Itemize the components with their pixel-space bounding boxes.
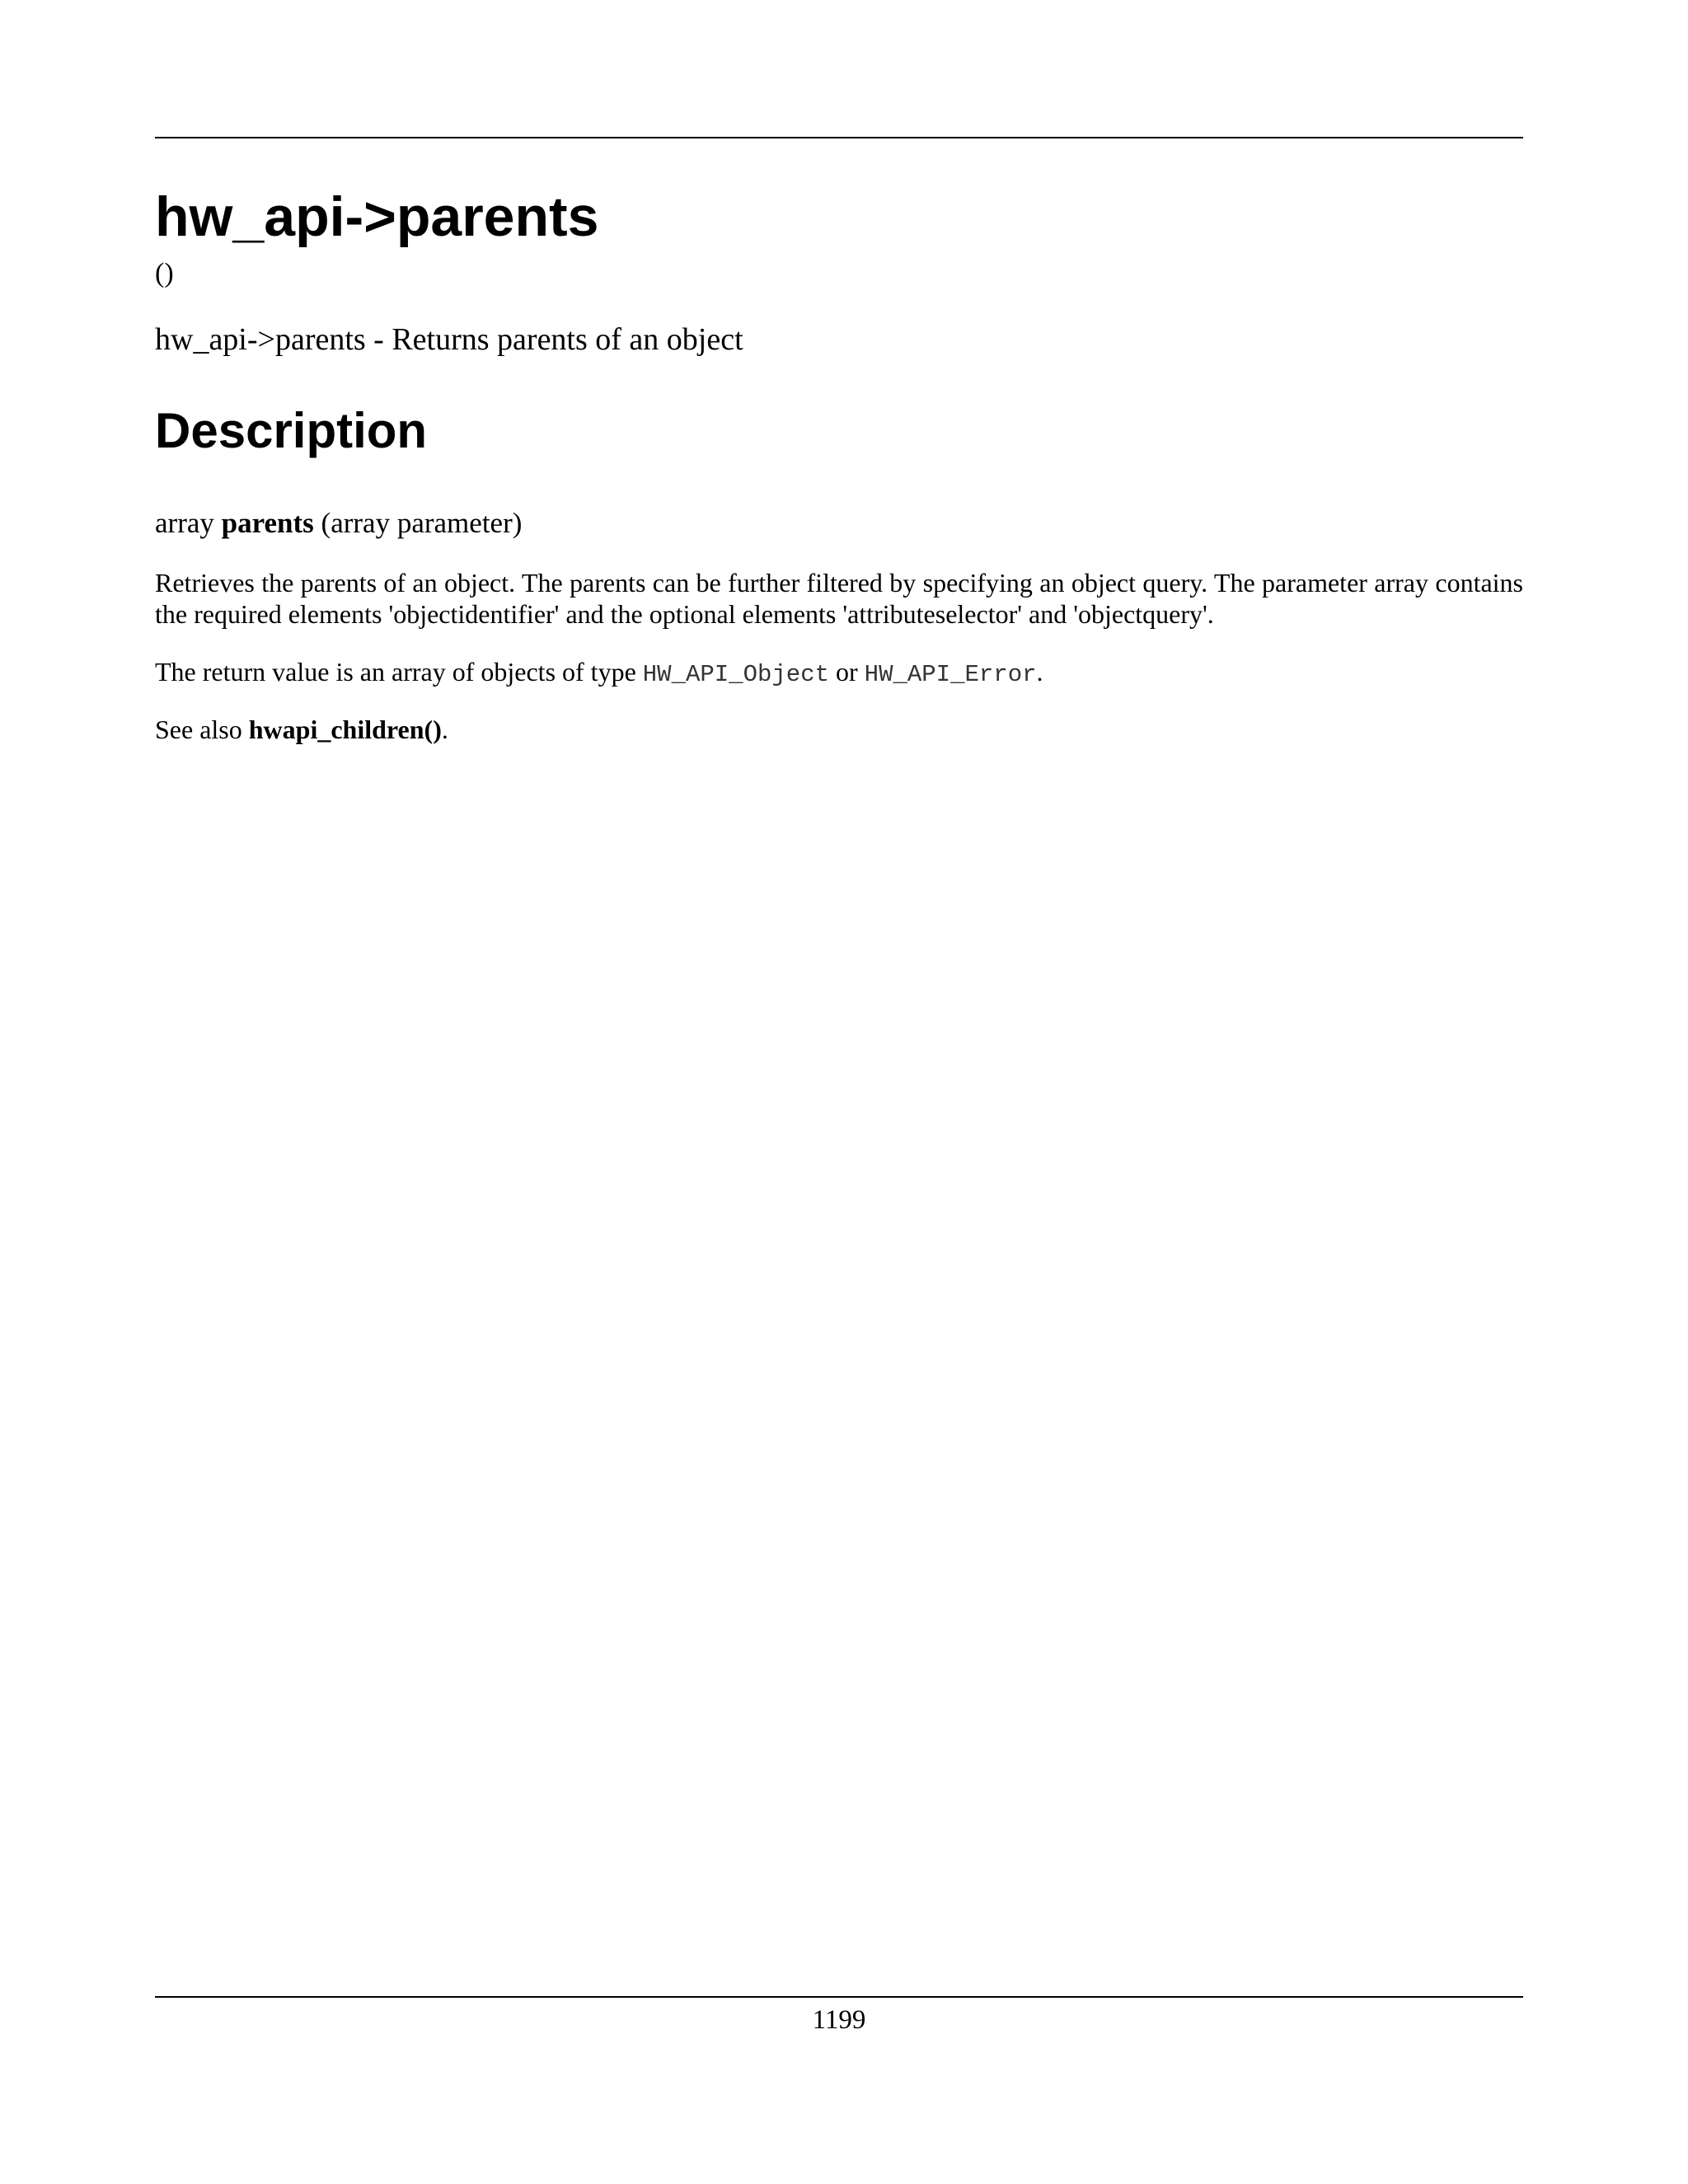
page-title: hw_api->parents [155, 185, 599, 248]
see-also-suffix: . [441, 715, 448, 744]
type-hw-api-error: HW_API_Error [864, 661, 1037, 688]
return-value-prefix: The return value is an array of objects of type [155, 657, 643, 687]
description-paragraph: Retrieves the parents of an object. The parents can be further filtered by specifying an object query. The parameter array contains the required elements 'objectidentifier' and the optional elements 'attributeselector' and 'objectquery'. [155, 568, 1523, 629]
page-number: 1199 [812, 2005, 866, 2035]
type-hw-api-object: HW_API_Object [642, 661, 830, 688]
return-type: array [155, 507, 214, 539]
function-name: parents [221, 507, 314, 539]
bottom-rule [155, 1996, 1523, 1998]
see-also-link[interactable]: hwapi_children() [248, 715, 442, 744]
top-rule [155, 137, 1523, 138]
see-also-paragraph [155, 714, 1523, 745]
return-value-suffix: . [1036, 657, 1043, 687]
return-value-paragraph [155, 656, 1523, 691]
ref-purpose: hw_api->parents - Returns parents of an object [155, 322, 743, 357]
section-heading-description: Description [155, 403, 428, 458]
return-value-middle: or [829, 657, 865, 687]
title-parens: () [155, 258, 174, 288]
see-also-prefix: See also [155, 715, 249, 744]
function-params: (array parameter) [321, 507, 523, 539]
function-synopsis [155, 506, 522, 541]
